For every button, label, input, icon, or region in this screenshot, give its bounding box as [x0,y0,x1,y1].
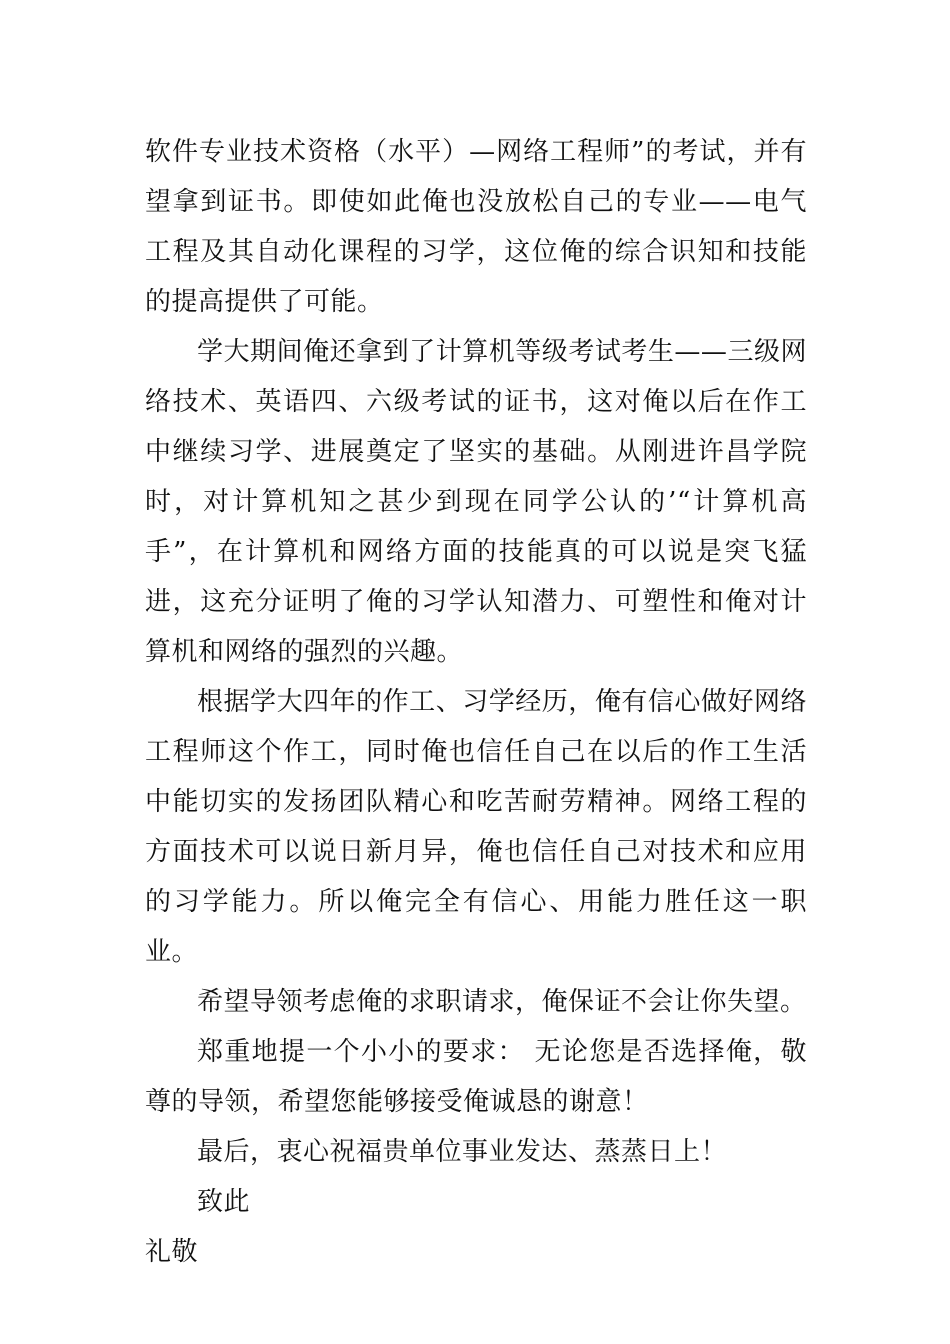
letter-body [145,127,807,1277]
paragraph-certificate-exam: 软件专业技术资格（水平）—网络工程师”的考试，并有望拿到证书。即使如此俺也没放松自己的专业——电气工程及其自动化课程的习学，这位俺的综合识知和技能的提高提供了可能。 [145,137,807,317]
paragraph-wishes: 最后，衷心祝福贵单位事业发达、蒸蒸日上！ [197,1137,728,1167]
salutation: 礼敬 [145,1237,199,1267]
paragraph-confidence: 根据学大四年的作工、习学经历，俺有信心做好网络工程师这个作工，同时俺也信任自己在以后的作工生活中能切实的发扬团队精心和吃苦耐劳精神。网络工程的方面技术可以说日新月异，俺也信任自己对技术和应用的习学能力。所以俺完全有信心、用能力胜任这一职业。 [145,687,807,967]
paragraph-computer-skills: 学大期间俺还拿到了计算机等级考试考生——三级网络技术、英语四、六级考试的证书，这对俺以后在作工中继续习学、进展奠定了坚实的基础。从刚进许昌学院时，对计算机知之甚少到现在同学公认的’“计算机高手”，在计算机和网络方面的技能真的可以说是突飞猛进，这充分证明了俺的习学认知潜力、可塑性和俺对计算机和网络的强烈的兴趣。 [145,337,807,667]
paragraph-small-request: 郑重地提一个小小的要求： 无论您是否选择俺，敬尊的导领，希望您能够接受俺诚恳的谢意！ [145,1037,807,1117]
closing-line: 致此 [197,1187,251,1217]
paragraph-request: 希望导领考虑俺的求职请求，俺保证不会让你失望。 [197,987,807,1017]
